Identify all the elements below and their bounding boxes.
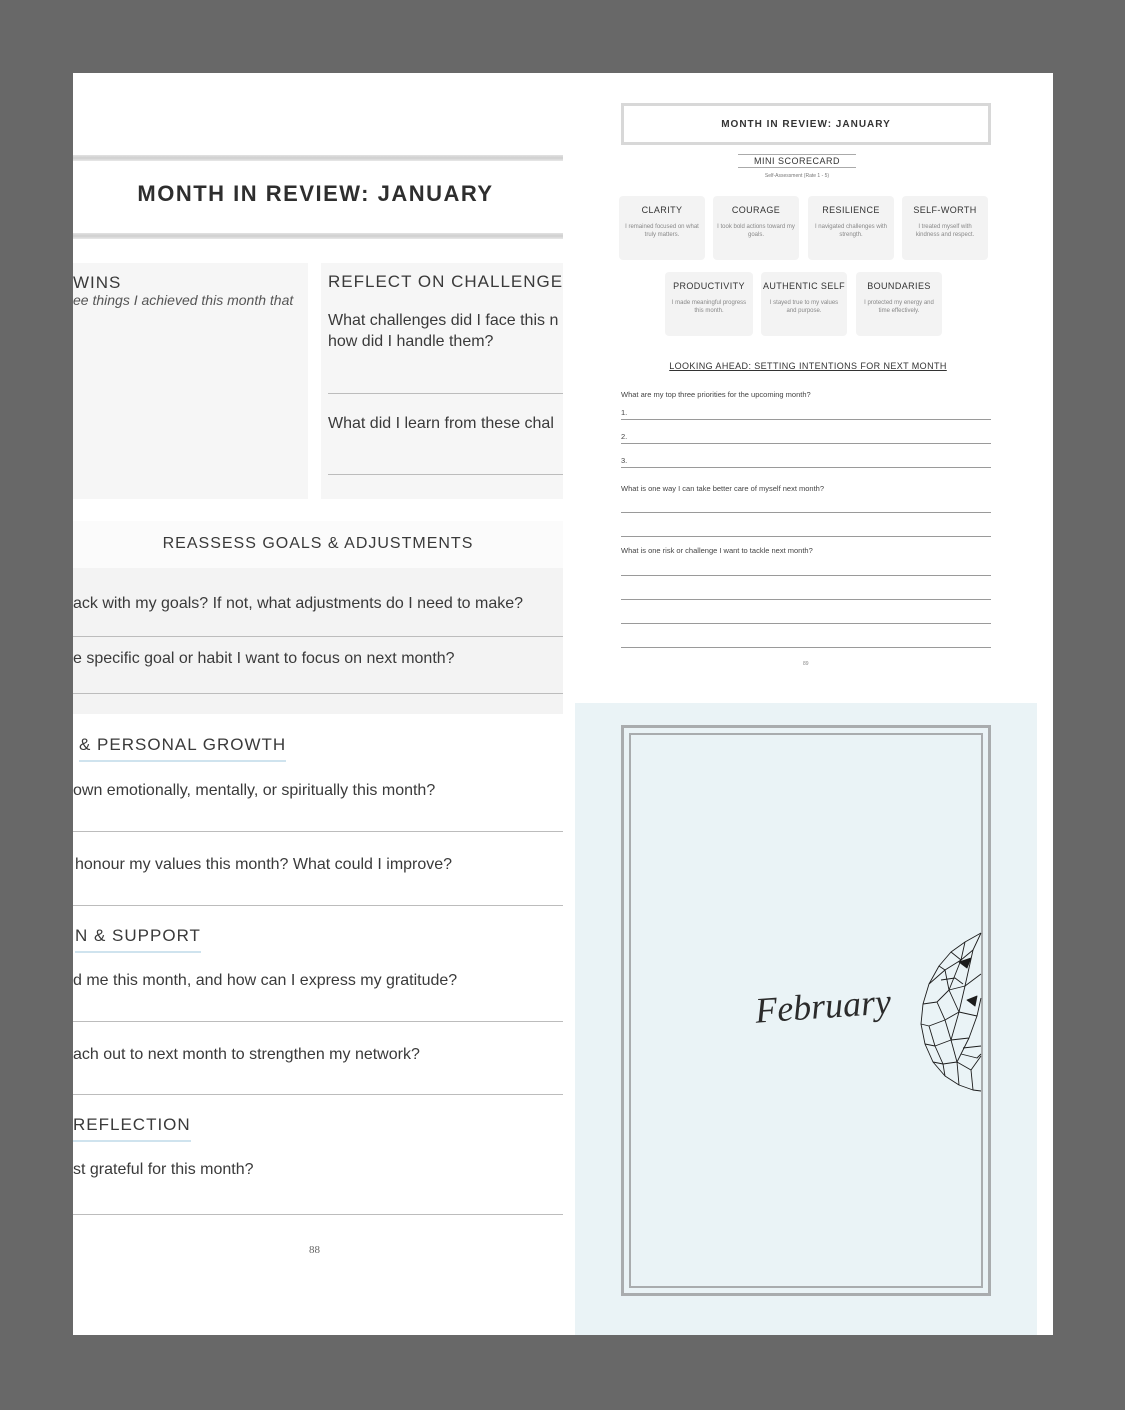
challenges-question-1-line-2: how did I handle them? — [328, 333, 494, 350]
answer-line[interactable] — [621, 647, 991, 648]
growth-question-1: own emotionally, mentally, or spiritually this month? — [73, 782, 436, 799]
answer-line[interactable] — [73, 831, 563, 832]
spread-sheet — [73, 73, 1053, 1335]
support-question-2: ach out to next month to strengthen my network? — [73, 1046, 420, 1063]
answer-line[interactable] — [621, 512, 991, 513]
priority-number-1: 1. — [621, 408, 628, 417]
card-description: I protected my energy and time effectively. — [864, 300, 934, 314]
answer-line[interactable] — [73, 636, 563, 637]
wins-subtitle: ee things I achieved this month that — [73, 292, 294, 308]
card-title: SELF-WORTH — [913, 205, 977, 215]
card-description: I remained focused on what truly matters. — [625, 224, 699, 238]
answer-line[interactable] — [328, 393, 563, 394]
self-care-question: What is one way I can take better care of myself next month? — [621, 484, 825, 493]
card-title: AUTHENTIC SELF — [762, 281, 846, 291]
challenges-title: REFLECT ON CHALLENGE — [328, 272, 563, 291]
card-description: I treated myself with kindness and respect. — [915, 224, 975, 238]
challenges-question-1-line-1: What challenges did I face this n — [328, 312, 559, 329]
february-divider-page — [575, 703, 1037, 1335]
card-description: I stayed true to my values and purpose. — [769, 300, 839, 314]
growth-title: & PERSONAL GROWTH — [79, 735, 286, 762]
scorecard-card-productivity[interactable] — [665, 272, 753, 336]
risk-question: What is one risk or challenge I want to tackle next month? — [621, 546, 813, 555]
scorecard-card-courage[interactable] — [713, 196, 799, 260]
answer-line[interactable] — [328, 474, 563, 475]
support-question-1: d me this month, and how can I express my gratitude? — [73, 972, 458, 989]
answer-line[interactable] — [621, 443, 991, 444]
challenges-panel — [321, 263, 563, 499]
answer-line[interactable] — [73, 905, 563, 906]
answer-line[interactable] — [621, 419, 991, 420]
card-title: BOUNDARIES — [867, 281, 931, 291]
scorecard-card-boundaries[interactable] — [856, 272, 942, 336]
goals-title: REASSESS GOALS & ADJUSTMENTS — [162, 535, 474, 552]
priority-number-3: 3. — [621, 456, 628, 465]
answer-line[interactable] — [73, 693, 563, 694]
answer-line[interactable] — [73, 1214, 563, 1215]
card-title: PRODUCTIVITY — [673, 281, 745, 291]
growth-question-2: honour my values this month? What could I improve? — [75, 856, 453, 873]
goals-question-1: ack with my goals? If not, what adjustments do I need to make? — [73, 595, 524, 612]
answer-line[interactable] — [621, 467, 991, 468]
lion-icon — [915, 928, 985, 1093]
scorecard-card-resilience[interactable] — [808, 196, 894, 260]
reflection-title: REFLECTION — [73, 1115, 191, 1142]
title-rule-top — [73, 155, 563, 161]
month-title: February — [753, 981, 893, 1031]
title-rule-bottom — [73, 233, 563, 239]
goals-panel — [73, 521, 563, 714]
scorecard-card-clarity[interactable] — [619, 196, 705, 260]
wins-panel — [73, 263, 308, 499]
scorecard-title: MINI SCORECARD — [738, 154, 856, 168]
page-number: 89 — [803, 661, 809, 667]
card-title: CLARITY — [641, 205, 683, 215]
card-title: RESILIENCE — [822, 205, 880, 215]
answer-line[interactable] — [621, 536, 991, 537]
card-description: I made meaningful progress this month. — [671, 300, 747, 314]
card-title: COURAGE — [731, 205, 781, 215]
scorecard-card-self-worth[interactable] — [902, 196, 988, 260]
wins-title: WINS — [73, 273, 122, 292]
reflection-question-1: st grateful for this month? — [73, 1161, 254, 1178]
priority-number-2: 2. — [621, 432, 628, 441]
answer-line[interactable] — [621, 575, 991, 576]
answer-line[interactable] — [73, 1021, 563, 1022]
goals-question-2: e specific goal or habit I want to focus on next month? — [73, 650, 455, 667]
right-page-title: MONTH IN REVIEW: JANUARY — [621, 103, 991, 145]
scorecard-card-authentic-self[interactable] — [761, 272, 847, 336]
answer-line[interactable] — [621, 599, 991, 600]
priorities-question: What are my top three priorities for the upcoming month? — [621, 390, 811, 399]
card-description: I took bold actions toward my goals. — [717, 224, 795, 238]
support-title: N & SUPPORT — [75, 926, 201, 953]
answer-line[interactable] — [621, 623, 991, 624]
page-title: MONTH IN REVIEW: JANUARY — [137, 181, 494, 206]
answer-line[interactable] — [73, 1094, 563, 1095]
left-page — [73, 73, 563, 1335]
challenges-question-2: What did I learn from these chal — [328, 415, 554, 432]
scorecard-subtitle: Self-Assessment (Rate 1 - 5) — [764, 173, 830, 179]
page-number: 88 — [309, 1244, 320, 1256]
card-description: I navigated challenges with strength. — [814, 224, 888, 238]
looking-ahead-title: LOOKING AHEAD: SETTING INTENTIONS FOR NEXT MONTH — [669, 361, 947, 371]
